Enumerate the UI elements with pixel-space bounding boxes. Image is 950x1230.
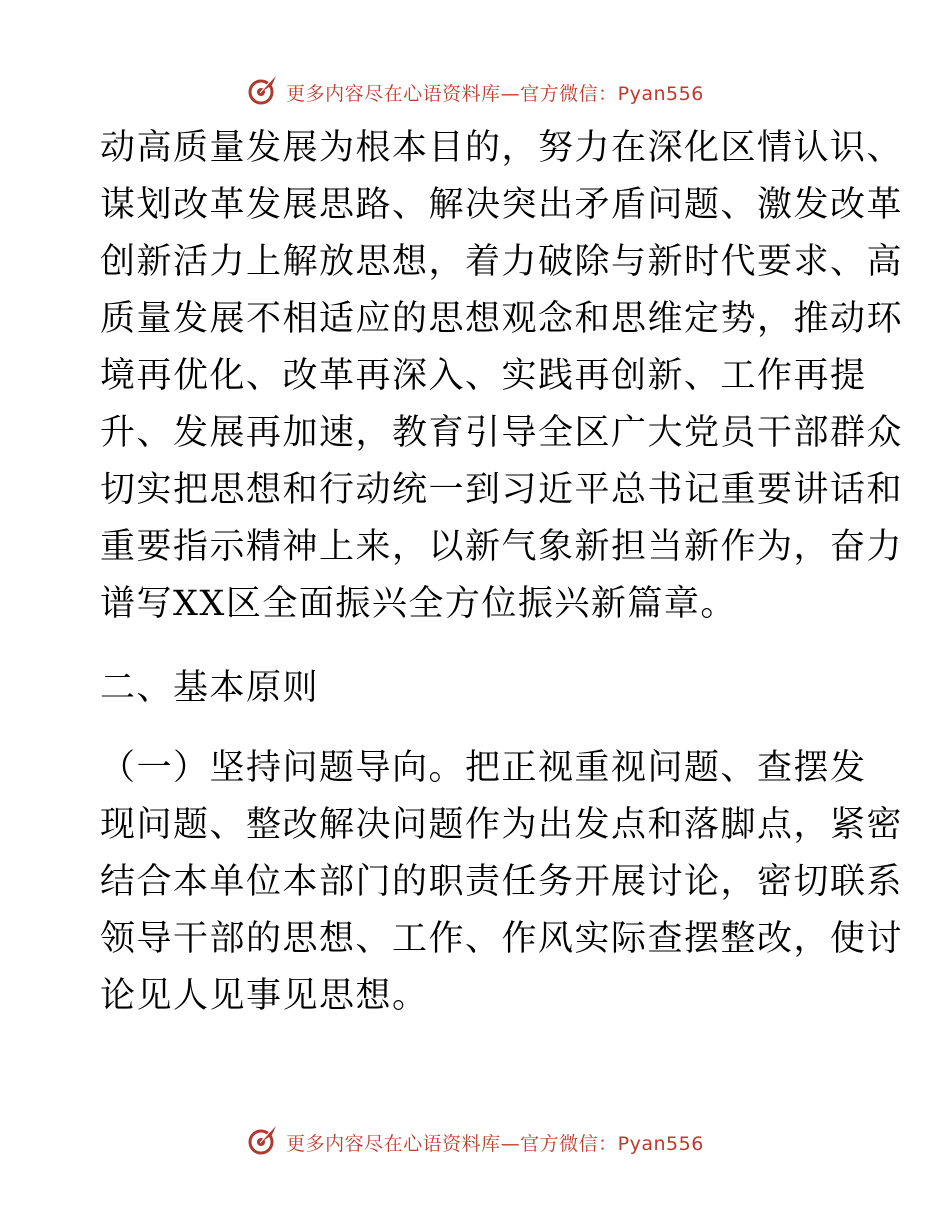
text-line: 动高质量发展为根本目的，努力在深化区情认识、 bbox=[100, 128, 904, 168]
quill-logo-icon bbox=[246, 73, 280, 107]
text-line: 谋划改革发展思路、解决突出矛盾问题、激发改革 bbox=[100, 185, 904, 225]
paragraph-2 bbox=[100, 740, 904, 1025]
text-line: 创新活力上解放思想，着力破除与新时代要求、高 bbox=[100, 242, 904, 282]
text-line: 现问题、整改解决问题作为出发点和落脚点，紧密 bbox=[100, 805, 904, 845]
header-watermark-banner bbox=[0, 70, 950, 110]
header-banner-text: 更多内容尽在心语资料库—官方微信：Pyan556 bbox=[286, 82, 704, 105]
quill-logo-icon bbox=[246, 1123, 280, 1157]
text-line: 重要指示精神上来，以新气象新担当新作为，奋力 bbox=[100, 527, 904, 567]
section-heading: 二、基本原则 bbox=[100, 668, 320, 708]
footer-banner-text: 更多内容尽在心语资料库—官方微信：Pyan556 bbox=[286, 1132, 704, 1155]
text-line: 谱写XX区全面振兴全方位振兴新篇章。 bbox=[100, 584, 737, 624]
text-line: 领导干部的思想、工作、作风实际查摆整改，使讨 bbox=[100, 919, 904, 959]
text-line: 论见人见事见思想。 bbox=[100, 976, 429, 1016]
paragraph-1 bbox=[100, 120, 904, 633]
text-line: 切实把思想和行动统一到习近平总书记重要讲话和 bbox=[100, 470, 904, 510]
text-line: 结合本单位本部门的职责任务开展讨论，密切联系 bbox=[100, 862, 904, 902]
document-body bbox=[100, 120, 904, 1025]
text-line: （一）坚持问题导向。把正视重视问题、查摆发 bbox=[100, 748, 867, 788]
text-line: 境再优化、改革再深入、实践再创新、工作再提 bbox=[100, 356, 867, 396]
text-line: 升、发展再加速，教育引导全区广大党员干部群众 bbox=[100, 413, 904, 453]
footer-watermark-banner bbox=[0, 1120, 950, 1160]
text-line: 质量发展不相适应的思想观念和思维定势，推动环 bbox=[100, 299, 904, 339]
